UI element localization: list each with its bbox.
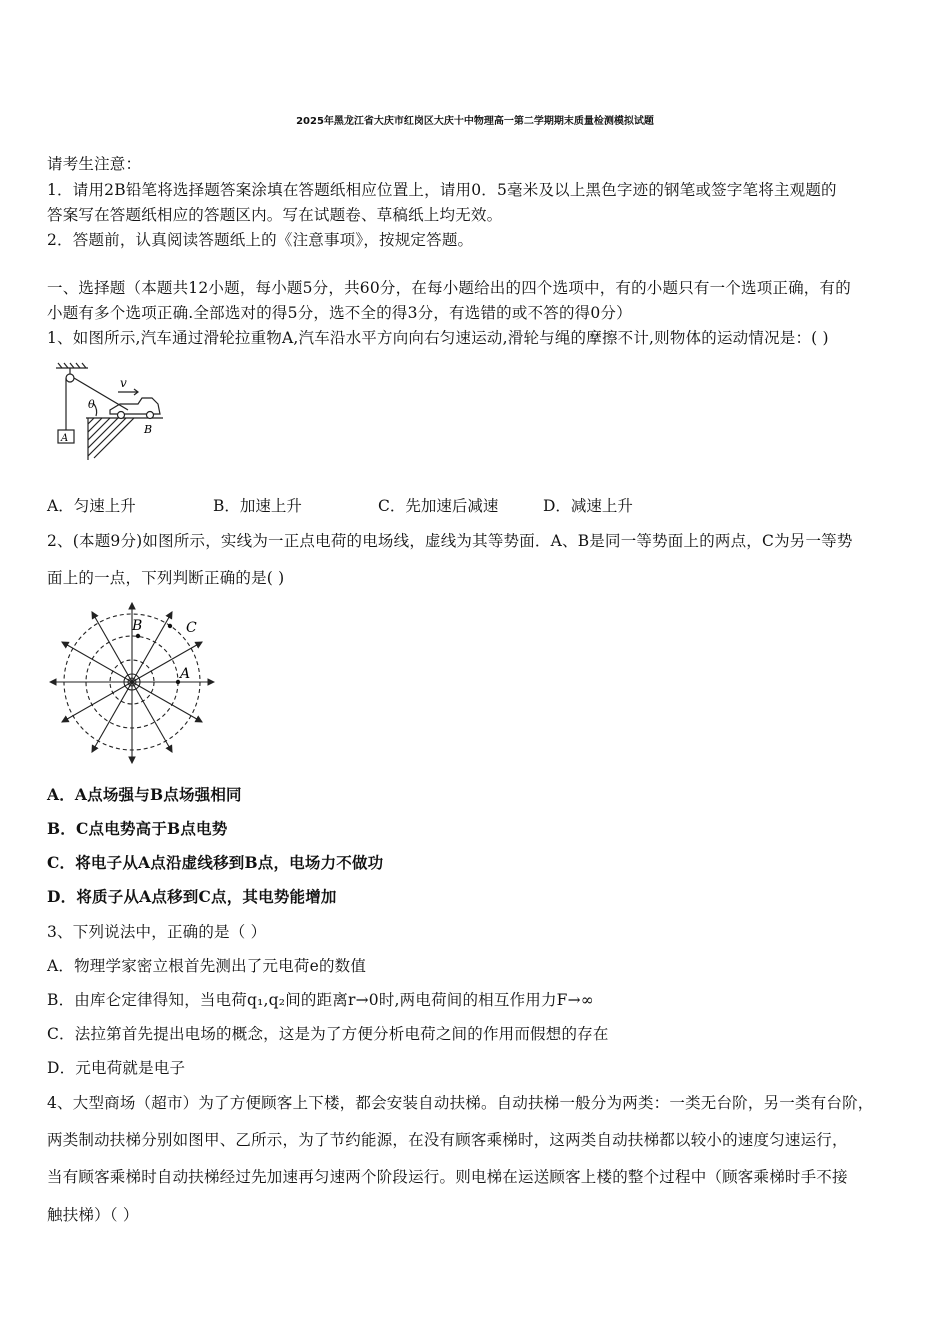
q4-line-2: 两类制动扶梯分别如图甲、乙所示，为了节约能源，在没有顾客乘梯时，这两类自动扶梯都以较小的速度匀速运行， — [47, 1131, 848, 1149]
q2-label-B: B — [132, 618, 143, 634]
section-1-line-1: 一、选择题（本题共12小题，每小题5分，共60分，在每小题给出的四个选项中，有的小题只有一个选项正确，有的 — [47, 279, 851, 297]
q1-stem: 1、如图所示,汽车通过滑轮拉重物A,汽车沿水平方向向右匀速运动,滑轮与绳的摩擦不计,则物体的运动情况是：( ) — [47, 329, 829, 347]
q3-option-d: D．元电荷就是电子 — [47, 1059, 186, 1077]
q2-option-c: C．将电子从A点沿虚线移到B点，电场力不做功 — [47, 853, 384, 872]
q1-option-b: B．加速上升 — [213, 497, 302, 515]
q1-label-A: A — [61, 433, 69, 444]
notice-item-1-line-1: 1．请用2B铅笔将选择题答案涂填在答题纸相应位置上，请用0．5毫米及以上黑色字迹的钢笔或签字笔将主观题的 — [47, 181, 837, 199]
q2-label-A: A — [180, 666, 191, 682]
q2-option-b: B．C点电势高于B点电势 — [47, 819, 228, 838]
q4-line-1: 4、大型商场（超市）为了方便顾客上下楼，都会安装自动扶梯。自动扶梯一般分为两类：一类无台阶，另一类有台阶， — [47, 1094, 874, 1112]
q2-stem-line-2: 面上的一点，下列判断正确的是( ) — [47, 569, 285, 587]
q2-stem-line-1: 2、(本题9分)如图所示，实线为一正点电荷的电场线，虚线为其等势面．A、B是同一等势面上的两点，C为另一等势 — [47, 532, 853, 550]
q1-option-a: A．匀速上升 — [47, 497, 136, 515]
q3-option-c: C．法拉第首先提出电场的概念，这是为了方便分析电荷之间的作用而假想的存在 — [47, 1025, 609, 1043]
q1-option-c: C．先加速后减速 — [378, 497, 499, 515]
q2-field-figure — [46, 600, 218, 770]
q2-option-a: A．A点场强与B点场强相同 — [47, 785, 242, 804]
q1-label-B: B — [144, 423, 153, 436]
q2-option-d: D．将质子从A点移到C点，其电势能增加 — [47, 887, 337, 906]
page-title: 2025年黑龙江省大庆市红岗区大庆十中物理高一第二学期期末质量检测模拟试题 — [296, 116, 654, 127]
q3-option-b: B．由库仑定律得知，当电荷q₁,q₂间的距离r→0时,两电荷间的相互作用力F→∞ — [47, 991, 594, 1009]
q1-label-v: v — [120, 376, 127, 390]
q3-option-a: A．物理学家密立根首先测出了元电荷e的数值 — [47, 957, 367, 975]
q1-pulley-figure — [48, 360, 178, 465]
q3-stem: 3、下列说法中，正确的是（ ） — [47, 923, 267, 941]
q2-label-C: C — [186, 620, 197, 636]
q4-line-3: 当有顾客乘梯时自动扶梯经过先加速再匀速两个阶段运行。则电梯在运送顾客上楼的整个过程中（顾客乘梯时手不接 — [47, 1168, 848, 1186]
q4-line-4: 触扶梯）（ ） — [47, 1206, 139, 1224]
notice-heading: 请考生注意： — [47, 155, 142, 173]
q1-option-d: D．减速上升 — [543, 497, 633, 515]
q1-label-theta: θ — [88, 398, 95, 411]
notice-item-1-line-2: 答案写在答题纸相应的答题区内。写在试题卷、草稿纸上均无效。 — [47, 206, 503, 224]
notice-item-2: 2．答题前，认真阅读答题纸上的《注意事项》，按规定答题。 — [47, 231, 474, 249]
section-1-line-2: 小题有多个选项正确.全部选对的得5分，选不全的得3分，有选错的或不答的得0分） — [47, 304, 632, 322]
